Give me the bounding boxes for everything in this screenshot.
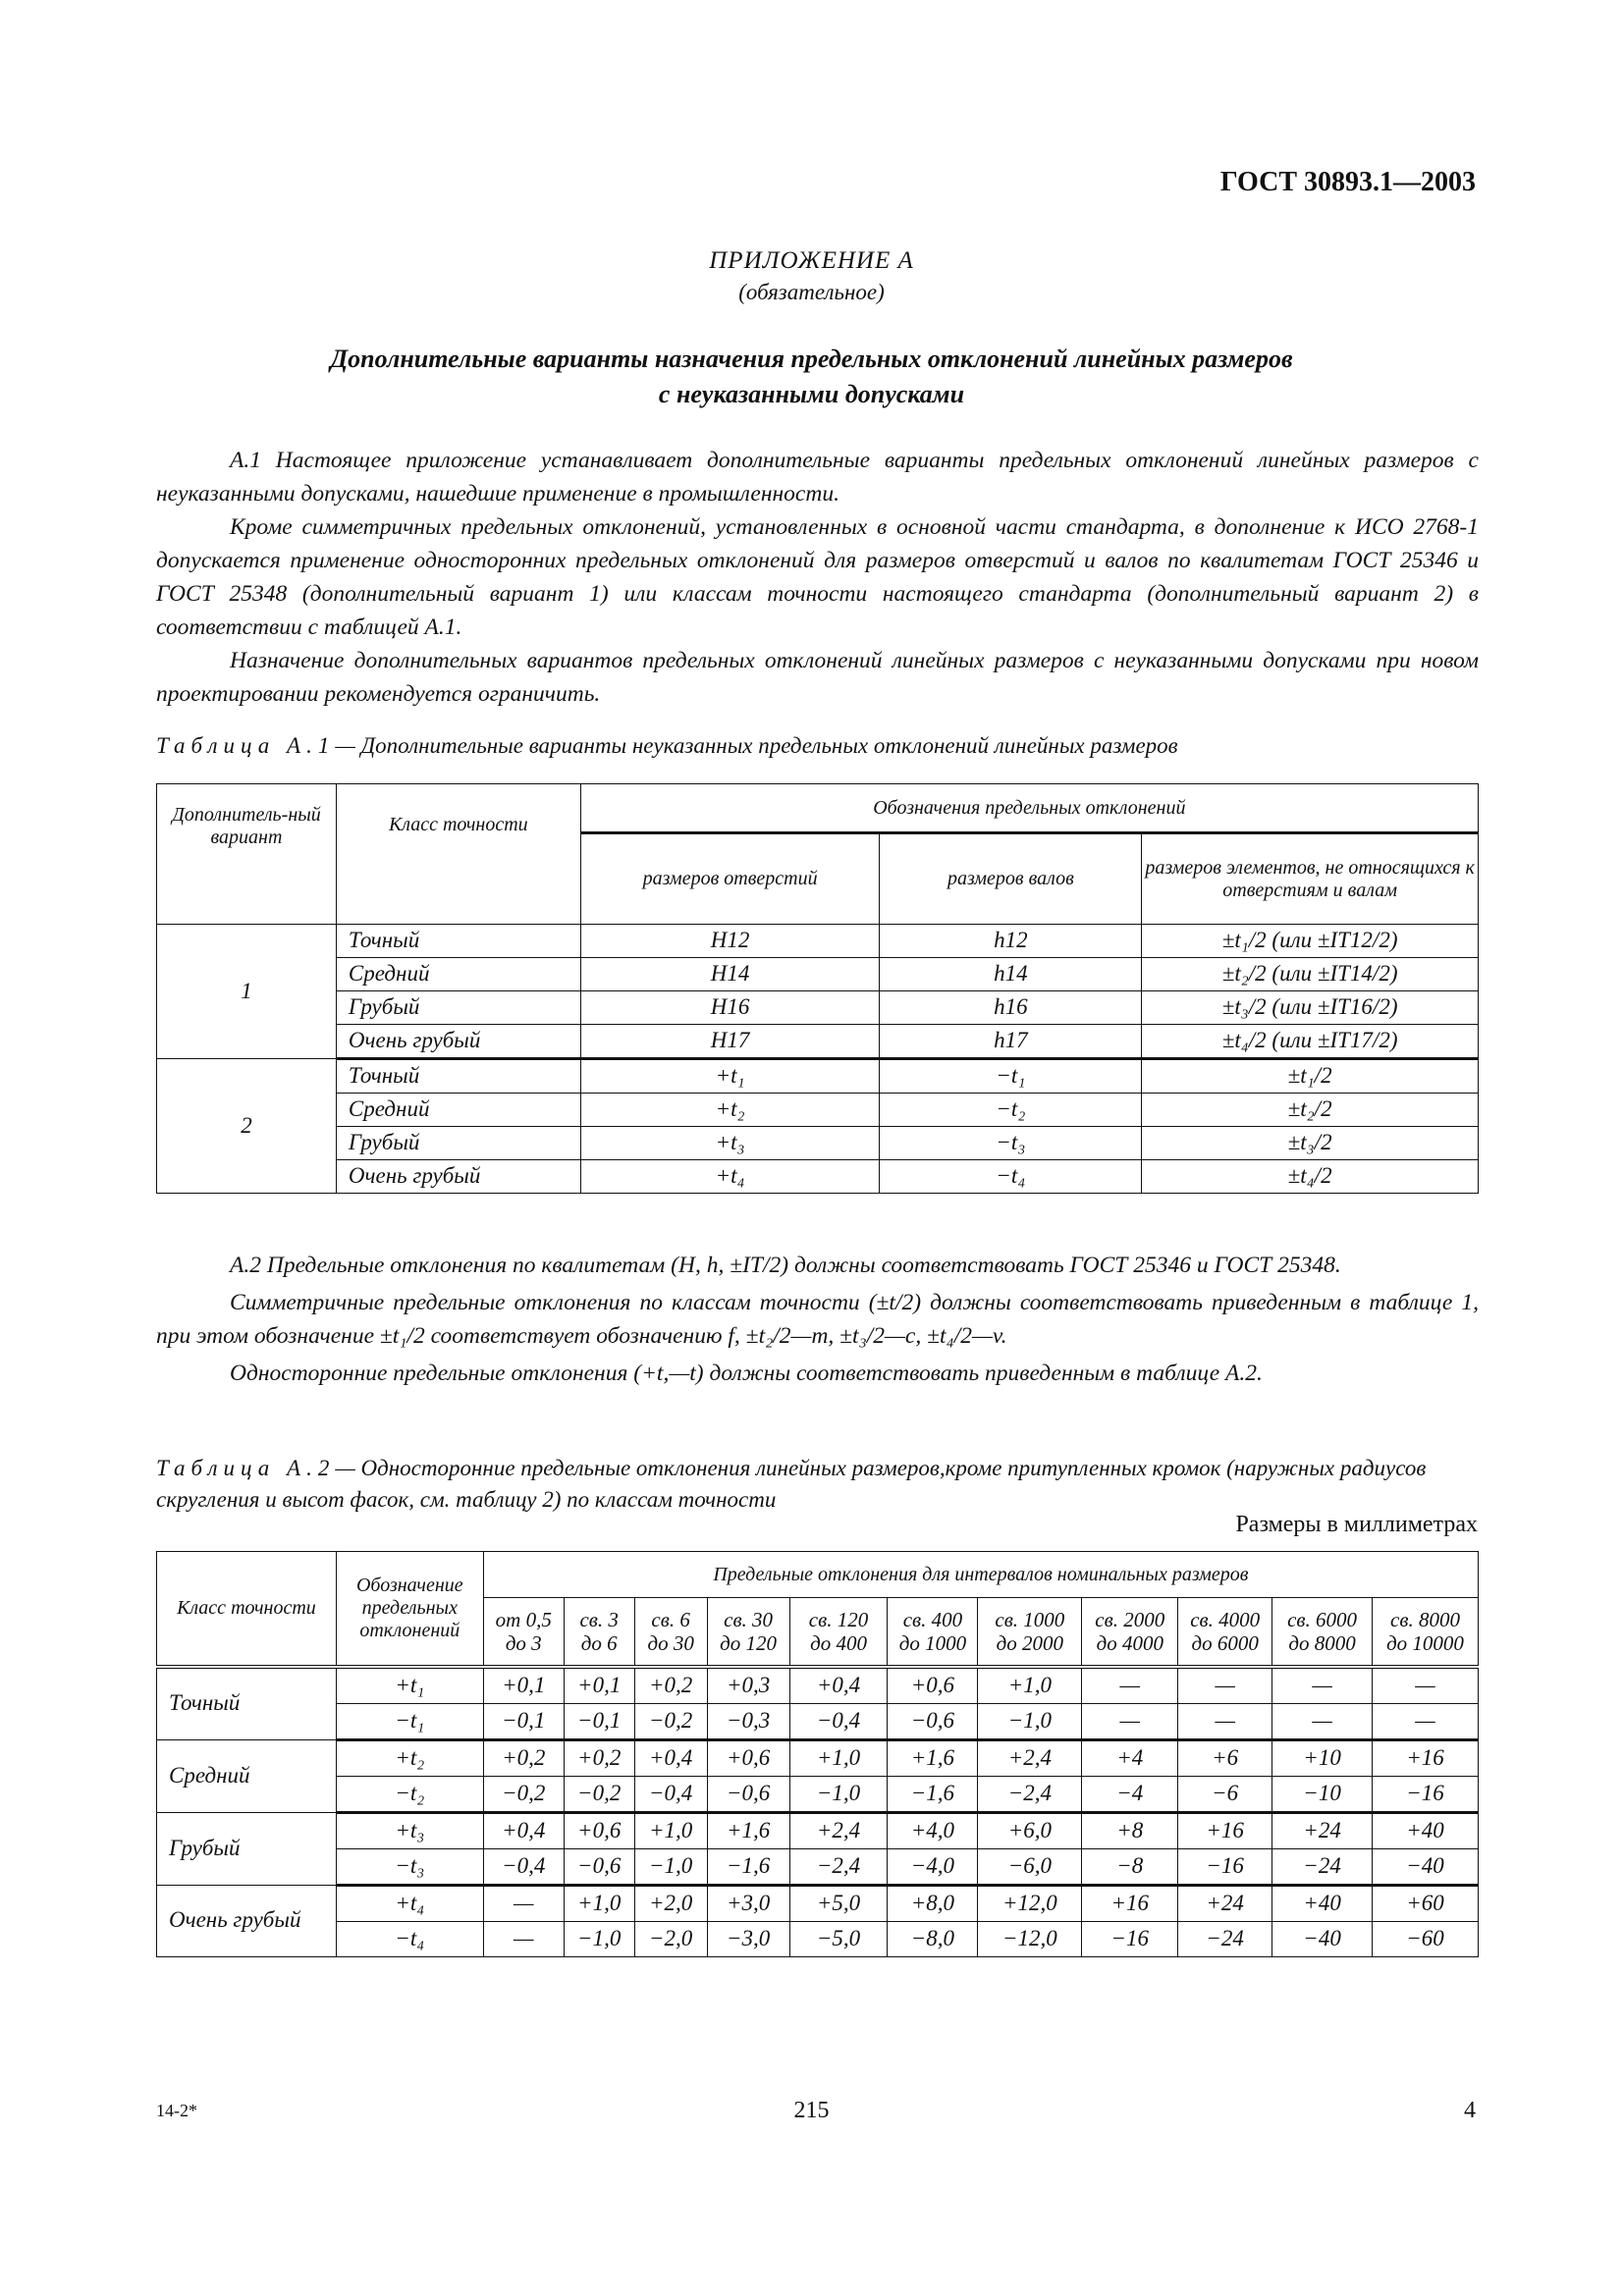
header-shafts: размеров валов <box>880 833 1142 925</box>
value-cell: −2,4 <box>789 1848 888 1885</box>
other-cell: ±t₁/2 <box>1142 1059 1479 1094</box>
units-note: Размеры в миллиметрах <box>1235 1512 1478 1537</box>
value-cell: −16 <box>1373 1776 1479 1812</box>
shafts-cell: h16 <box>880 991 1142 1025</box>
value-cell: −0,3 <box>707 1703 789 1739</box>
value-cell: −4,0 <box>888 1848 978 1885</box>
value-cell: — <box>483 1885 564 1921</box>
table-row <box>157 925 1479 958</box>
document-number: ГОСТ 30893.1—2003 <box>1219 167 1476 197</box>
holes-cell: H14 <box>580 958 880 991</box>
interval-header <box>789 1598 888 1667</box>
value-cell: +6,0 <box>978 1812 1082 1848</box>
interval-to: до 3 <box>505 1630 542 1655</box>
sign-cell: −t₁ <box>336 1703 483 1739</box>
header-designations: Обозначения предельных отклонений <box>580 784 1478 833</box>
value-cell: — <box>1373 1667 1479 1704</box>
value-cell: +1,0 <box>978 1667 1082 1704</box>
value-cell: +0,6 <box>564 1812 634 1848</box>
interval-header <box>1082 1598 1178 1667</box>
shafts-cell: −t₄ <box>880 1160 1142 1194</box>
value-cell: +4 <box>1082 1739 1178 1776</box>
variant-cell: 1 <box>157 925 337 1059</box>
value-cell: −24 <box>1178 1921 1272 1956</box>
value-cell: −2,4 <box>978 1776 1082 1812</box>
value-cell: −5,0 <box>789 1921 888 1956</box>
table-row <box>157 1667 1479 1704</box>
interval-to: до 30 <box>647 1630 694 1655</box>
table-row <box>157 1025 1479 1059</box>
table-row <box>157 1094 1479 1127</box>
table1-caption <box>156 730 1479 762</box>
footer-sheet-mark: 14-2* <box>156 2101 197 2120</box>
sign-cell: +t₂ <box>336 1739 483 1776</box>
value-cell: +5,0 <box>789 1885 888 1921</box>
table-row <box>157 1160 1479 1194</box>
sign-cell: −t₂ <box>336 1776 483 1812</box>
class-cell: Точный <box>157 1667 337 1740</box>
shafts-cell: −t₁ <box>880 1059 1142 1094</box>
header-intervals-group: Предельные отклонения для интервалов номинальных размеров <box>483 1552 1478 1598</box>
shafts-cell: h12 <box>880 925 1142 958</box>
class-cell: Точный <box>336 925 580 958</box>
table-row <box>157 1059 1479 1094</box>
interval-header <box>978 1598 1082 1667</box>
value-cell: −2,0 <box>634 1921 707 1956</box>
sign-cell: +t₁ <box>336 1667 483 1704</box>
header-designation: Обозначение предельных отклонений <box>336 1552 483 1667</box>
interval-to: до 6000 <box>1191 1630 1259 1655</box>
value-cell: — <box>1178 1667 1272 1704</box>
holes-cell: +t₁ <box>580 1059 880 1094</box>
value-cell: −1,6 <box>707 1848 789 1885</box>
value-cell: −0,2 <box>634 1703 707 1739</box>
value-cell: −0,4 <box>634 1776 707 1812</box>
interval-from: св. 4000 <box>1190 1607 1261 1631</box>
value-cell: — <box>1082 1703 1178 1739</box>
table1-caption-prefix: Таблица А.1 <box>156 733 336 758</box>
interval-header <box>888 1598 978 1667</box>
interval-to: до 2000 <box>996 1630 1064 1655</box>
appendix-status: (обязательное) <box>738 280 885 304</box>
value-cell: +0,1 <box>564 1667 634 1704</box>
interval-header <box>707 1598 789 1667</box>
interval-header <box>483 1598 564 1667</box>
header-variant: Дополнитель-ный вариант <box>157 784 337 925</box>
value-cell: −10 <box>1272 1776 1373 1812</box>
value-cell: −0,1 <box>483 1703 564 1739</box>
interval-header <box>634 1598 707 1667</box>
value-cell: −0,1 <box>564 1703 634 1739</box>
value-cell: — <box>1178 1703 1272 1739</box>
other-cell: ±t₃/2 <box>1142 1127 1479 1160</box>
value-cell: +16 <box>1178 1812 1272 1848</box>
table-row <box>157 1921 1479 1956</box>
value-cell: +6 <box>1178 1739 1272 1776</box>
interval-to: до 400 <box>810 1630 867 1655</box>
value-cell: +3,0 <box>707 1885 789 1921</box>
title-line-2: с неуказанными допусками <box>658 380 965 408</box>
table-row <box>157 958 1479 991</box>
value-cell: −1,6 <box>888 1776 978 1812</box>
header-class: Класс точности <box>336 784 580 925</box>
value-cell: −0,6 <box>888 1703 978 1739</box>
value-cell: — <box>1272 1667 1373 1704</box>
table-row <box>157 1127 1479 1160</box>
sign-cell: +t₃ <box>336 1812 483 1848</box>
value-cell: +8,0 <box>888 1885 978 1921</box>
interval-from: от 0,5 <box>495 1607 552 1631</box>
value-cell: +4,0 <box>888 1812 978 1848</box>
value-cell: +0,6 <box>888 1667 978 1704</box>
value-cell: +0,2 <box>564 1739 634 1776</box>
value-cell: +16 <box>1373 1739 1479 1776</box>
value-cell: +24 <box>1272 1812 1373 1848</box>
value-cell: −4 <box>1082 1776 1178 1812</box>
value-cell: +40 <box>1373 1812 1479 1848</box>
value-cell: −1,0 <box>634 1848 707 1885</box>
holes-cell: H12 <box>580 925 880 958</box>
table-a1 <box>156 783 1479 1194</box>
appendix-label: ПРИЛОЖЕНИЕ А <box>709 247 914 274</box>
value-cell: −6,0 <box>978 1848 1082 1885</box>
table-row <box>157 1703 1479 1739</box>
value-cell: −1,0 <box>978 1703 1082 1739</box>
value-cell: +1,0 <box>789 1739 888 1776</box>
interval-header <box>1178 1598 1272 1667</box>
value-cell: — <box>1272 1703 1373 1739</box>
other-cell: ±t₄/2 (или ±IT17/2) <box>1142 1025 1479 1059</box>
value-cell: +1,0 <box>634 1812 707 1848</box>
value-cell: −16 <box>1178 1848 1272 1885</box>
paragraph: А.1 Настоящее приложение устанавливает дополнительные варианты предельных отклонений линейных размеров с неуказанными допусками, нашедшие применение в промышленности. <box>156 448 1479 507</box>
header-other: размеров элементов, не относящихся к отверстиям и валам <box>1142 833 1479 925</box>
interval-from: св. 3 <box>579 1607 619 1631</box>
paragraph: Симметричные предельные отклонения по классам точности (±t/2) должны соответствовать приведенным в таблице 1, при этом обозначение ±t₁/2 соответствует обозначению f, ±t₂/2—m, ±t₃/2—c, ±t₄/2—v. <box>156 1290 1479 1349</box>
value-cell: −1,0 <box>789 1776 888 1812</box>
table-row <box>157 1812 1479 1848</box>
value-cell: — <box>1373 1703 1479 1739</box>
value-cell: −12,0 <box>978 1921 1082 1956</box>
value-cell: −60 <box>1373 1921 1479 1956</box>
value-cell: −0,6 <box>707 1776 789 1812</box>
other-cell: ±t₁/2 (или ±IT12/2) <box>1142 925 1479 958</box>
sign-cell: −t₃ <box>336 1848 483 1885</box>
table2-caption-text: — Односторонние предельные отклонения линейных размеров,кроме притупленных кромок (наружных радиусов скругления и высот фасок, см. таблицу 2) по классам точности <box>156 1456 1427 1512</box>
table-row <box>157 1885 1479 1921</box>
class-cell: Грубый <box>157 1812 337 1885</box>
table-row <box>157 991 1479 1025</box>
value-cell: −0,4 <box>789 1703 888 1739</box>
value-cell: — <box>1082 1667 1178 1704</box>
sign-cell: −t₄ <box>336 1921 483 1956</box>
other-cell: ±t₂/2 (или ±IT14/2) <box>1142 958 1479 991</box>
value-cell: +2,4 <box>978 1739 1082 1776</box>
table2-caption-prefix: Таблица А.2 <box>156 1456 336 1480</box>
interval-header <box>564 1598 634 1667</box>
sign-cell: +t₄ <box>336 1885 483 1921</box>
value-cell: +10 <box>1272 1739 1373 1776</box>
interval-to: до 1000 <box>898 1630 967 1655</box>
value-cell: +1,6 <box>888 1739 978 1776</box>
variant-cell: 2 <box>157 1059 337 1194</box>
interval-from: св. 8000 <box>1390 1607 1460 1631</box>
holes-cell: H17 <box>580 1025 880 1059</box>
class-cell: Очень грубый <box>157 1885 337 1956</box>
interval-from: св. 2000 <box>1095 1607 1165 1631</box>
header-class: Класс точности <box>157 1552 337 1667</box>
value-cell: +0,2 <box>483 1739 564 1776</box>
interval-from: св. 400 <box>902 1607 963 1631</box>
paragraph: А.2 Предельные отклонения по квалитетам (H, h, ±IT/2) должны соответствовать ГОСТ 25346 и ГОСТ 25348. <box>230 1253 1341 1278</box>
other-cell: ±t₄/2 <box>1142 1160 1479 1194</box>
value-cell: +2,0 <box>634 1885 707 1921</box>
holes-cell: H16 <box>580 991 880 1025</box>
table2-caption <box>156 1453 1479 1516</box>
class-cell: Средний <box>336 958 580 991</box>
value-cell: −40 <box>1373 1848 1479 1885</box>
shafts-cell: h14 <box>880 958 1142 991</box>
title-line-1: Дополнительные варианты назначения предельных отклонений линейных размеров <box>330 345 1293 373</box>
class-cell: Точный <box>336 1059 580 1094</box>
value-cell: −0,2 <box>483 1776 564 1812</box>
value-cell: −3,0 <box>707 1921 789 1956</box>
value-cell: +0,4 <box>789 1667 888 1704</box>
interval-to: до 10000 <box>1386 1630 1464 1655</box>
class-cell: Средний <box>336 1094 580 1127</box>
value-cell: +0,1 <box>483 1667 564 1704</box>
intro-paragraphs <box>156 444 1479 711</box>
class-cell: Грубый <box>336 1127 580 1160</box>
holes-cell: +t₄ <box>580 1160 880 1194</box>
table-row <box>157 1848 1479 1885</box>
value-cell: −6 <box>1178 1776 1272 1812</box>
table-row <box>157 1739 1479 1776</box>
value-cell: +0,2 <box>634 1667 707 1704</box>
paragraph: Назначение дополнительных вариантов предельных отклонений линейных размеров с неуказанными допусками при новом проектировании рекомендуется ограничить. <box>156 648 1479 707</box>
value-cell: −1,0 <box>564 1921 634 1956</box>
footer-right-number: 4 <box>1464 2098 1476 2123</box>
interval-to: до 4000 <box>1096 1630 1163 1655</box>
shafts-cell: −t₃ <box>880 1127 1142 1160</box>
table1-caption-text: — Дополнительные варианты неуказанных предельных отклонений линейных размеров <box>335 733 1178 758</box>
value-cell: −0,6 <box>564 1848 634 1885</box>
holes-cell: +t₃ <box>580 1127 880 1160</box>
value-cell: +0,4 <box>483 1812 564 1848</box>
paragraph: Односторонние предельные отклонения (+t,—t) должны соответствовать приведенным в таблице А.2. <box>230 1361 1263 1386</box>
page-number: 215 <box>793 2098 830 2123</box>
interval-from: св. 6 <box>651 1607 690 1631</box>
interval-from: св. 120 <box>808 1607 869 1631</box>
interval-from: св. 1000 <box>995 1607 1065 1631</box>
a2-paragraphs <box>156 1249 1479 1394</box>
value-cell: −0,4 <box>483 1848 564 1885</box>
value-cell: −24 <box>1272 1848 1373 1885</box>
value-cell: +0,6 <box>707 1739 789 1776</box>
table-row <box>157 1776 1479 1812</box>
header-holes: размеров отверстий <box>580 833 880 925</box>
interval-to: до 8000 <box>1288 1630 1356 1655</box>
value-cell: +2,4 <box>789 1812 888 1848</box>
value-cell: +24 <box>1178 1885 1272 1921</box>
value-cell: −16 <box>1082 1921 1178 1956</box>
other-cell: ±t₃/2 (или ±IT16/2) <box>1142 991 1479 1025</box>
class-cell: Средний <box>157 1739 337 1812</box>
value-cell: +12,0 <box>978 1885 1082 1921</box>
value-cell: +60 <box>1373 1885 1479 1921</box>
value-cell: +1,0 <box>564 1885 634 1921</box>
value-cell: +1,6 <box>707 1812 789 1848</box>
shafts-cell: h17 <box>880 1025 1142 1059</box>
class-cell: Очень грубый <box>336 1025 580 1059</box>
value-cell: −0,2 <box>564 1776 634 1812</box>
other-cell: ±t₂/2 <box>1142 1094 1479 1127</box>
value-cell: +8 <box>1082 1812 1178 1848</box>
value-cell: +16 <box>1082 1885 1178 1921</box>
interval-to: до 120 <box>720 1630 778 1655</box>
interval-to: до 6 <box>580 1630 618 1655</box>
value-cell: +40 <box>1272 1885 1373 1921</box>
interval-from: св. 30 <box>724 1607 774 1631</box>
interval-header <box>1272 1598 1373 1667</box>
class-cell: Очень грубый <box>336 1160 580 1194</box>
shafts-cell: −t₂ <box>880 1094 1142 1127</box>
interval-from: св. 6000 <box>1287 1607 1358 1631</box>
value-cell: −8 <box>1082 1848 1178 1885</box>
appendix-title <box>0 342 1623 412</box>
value-cell: +0,4 <box>634 1739 707 1776</box>
interval-header <box>1373 1598 1479 1667</box>
holes-cell: +t₂ <box>580 1094 880 1127</box>
value-cell: −40 <box>1272 1921 1373 1956</box>
value-cell: — <box>483 1921 564 1956</box>
class-cell: Грубый <box>336 991 580 1025</box>
paragraph: Кроме симметричных предельных отклонений, установленных в основной части стандарта, в дополнение к ИСО 2768-1 допускается применение односторонних предельных отклонений для размеров отверстий и валов по квалитетам ГОСТ 25346 и ГОСТ 25348 (дополнительный вариант 1) или классам точности настоящего стандарта (дополнительный вариант 2) в соответствии с таблицей А.1. <box>156 514 1479 640</box>
table-a2 <box>156 1551 1479 1957</box>
value-cell: −8,0 <box>888 1921 978 1956</box>
value-cell: +0,3 <box>707 1667 789 1704</box>
